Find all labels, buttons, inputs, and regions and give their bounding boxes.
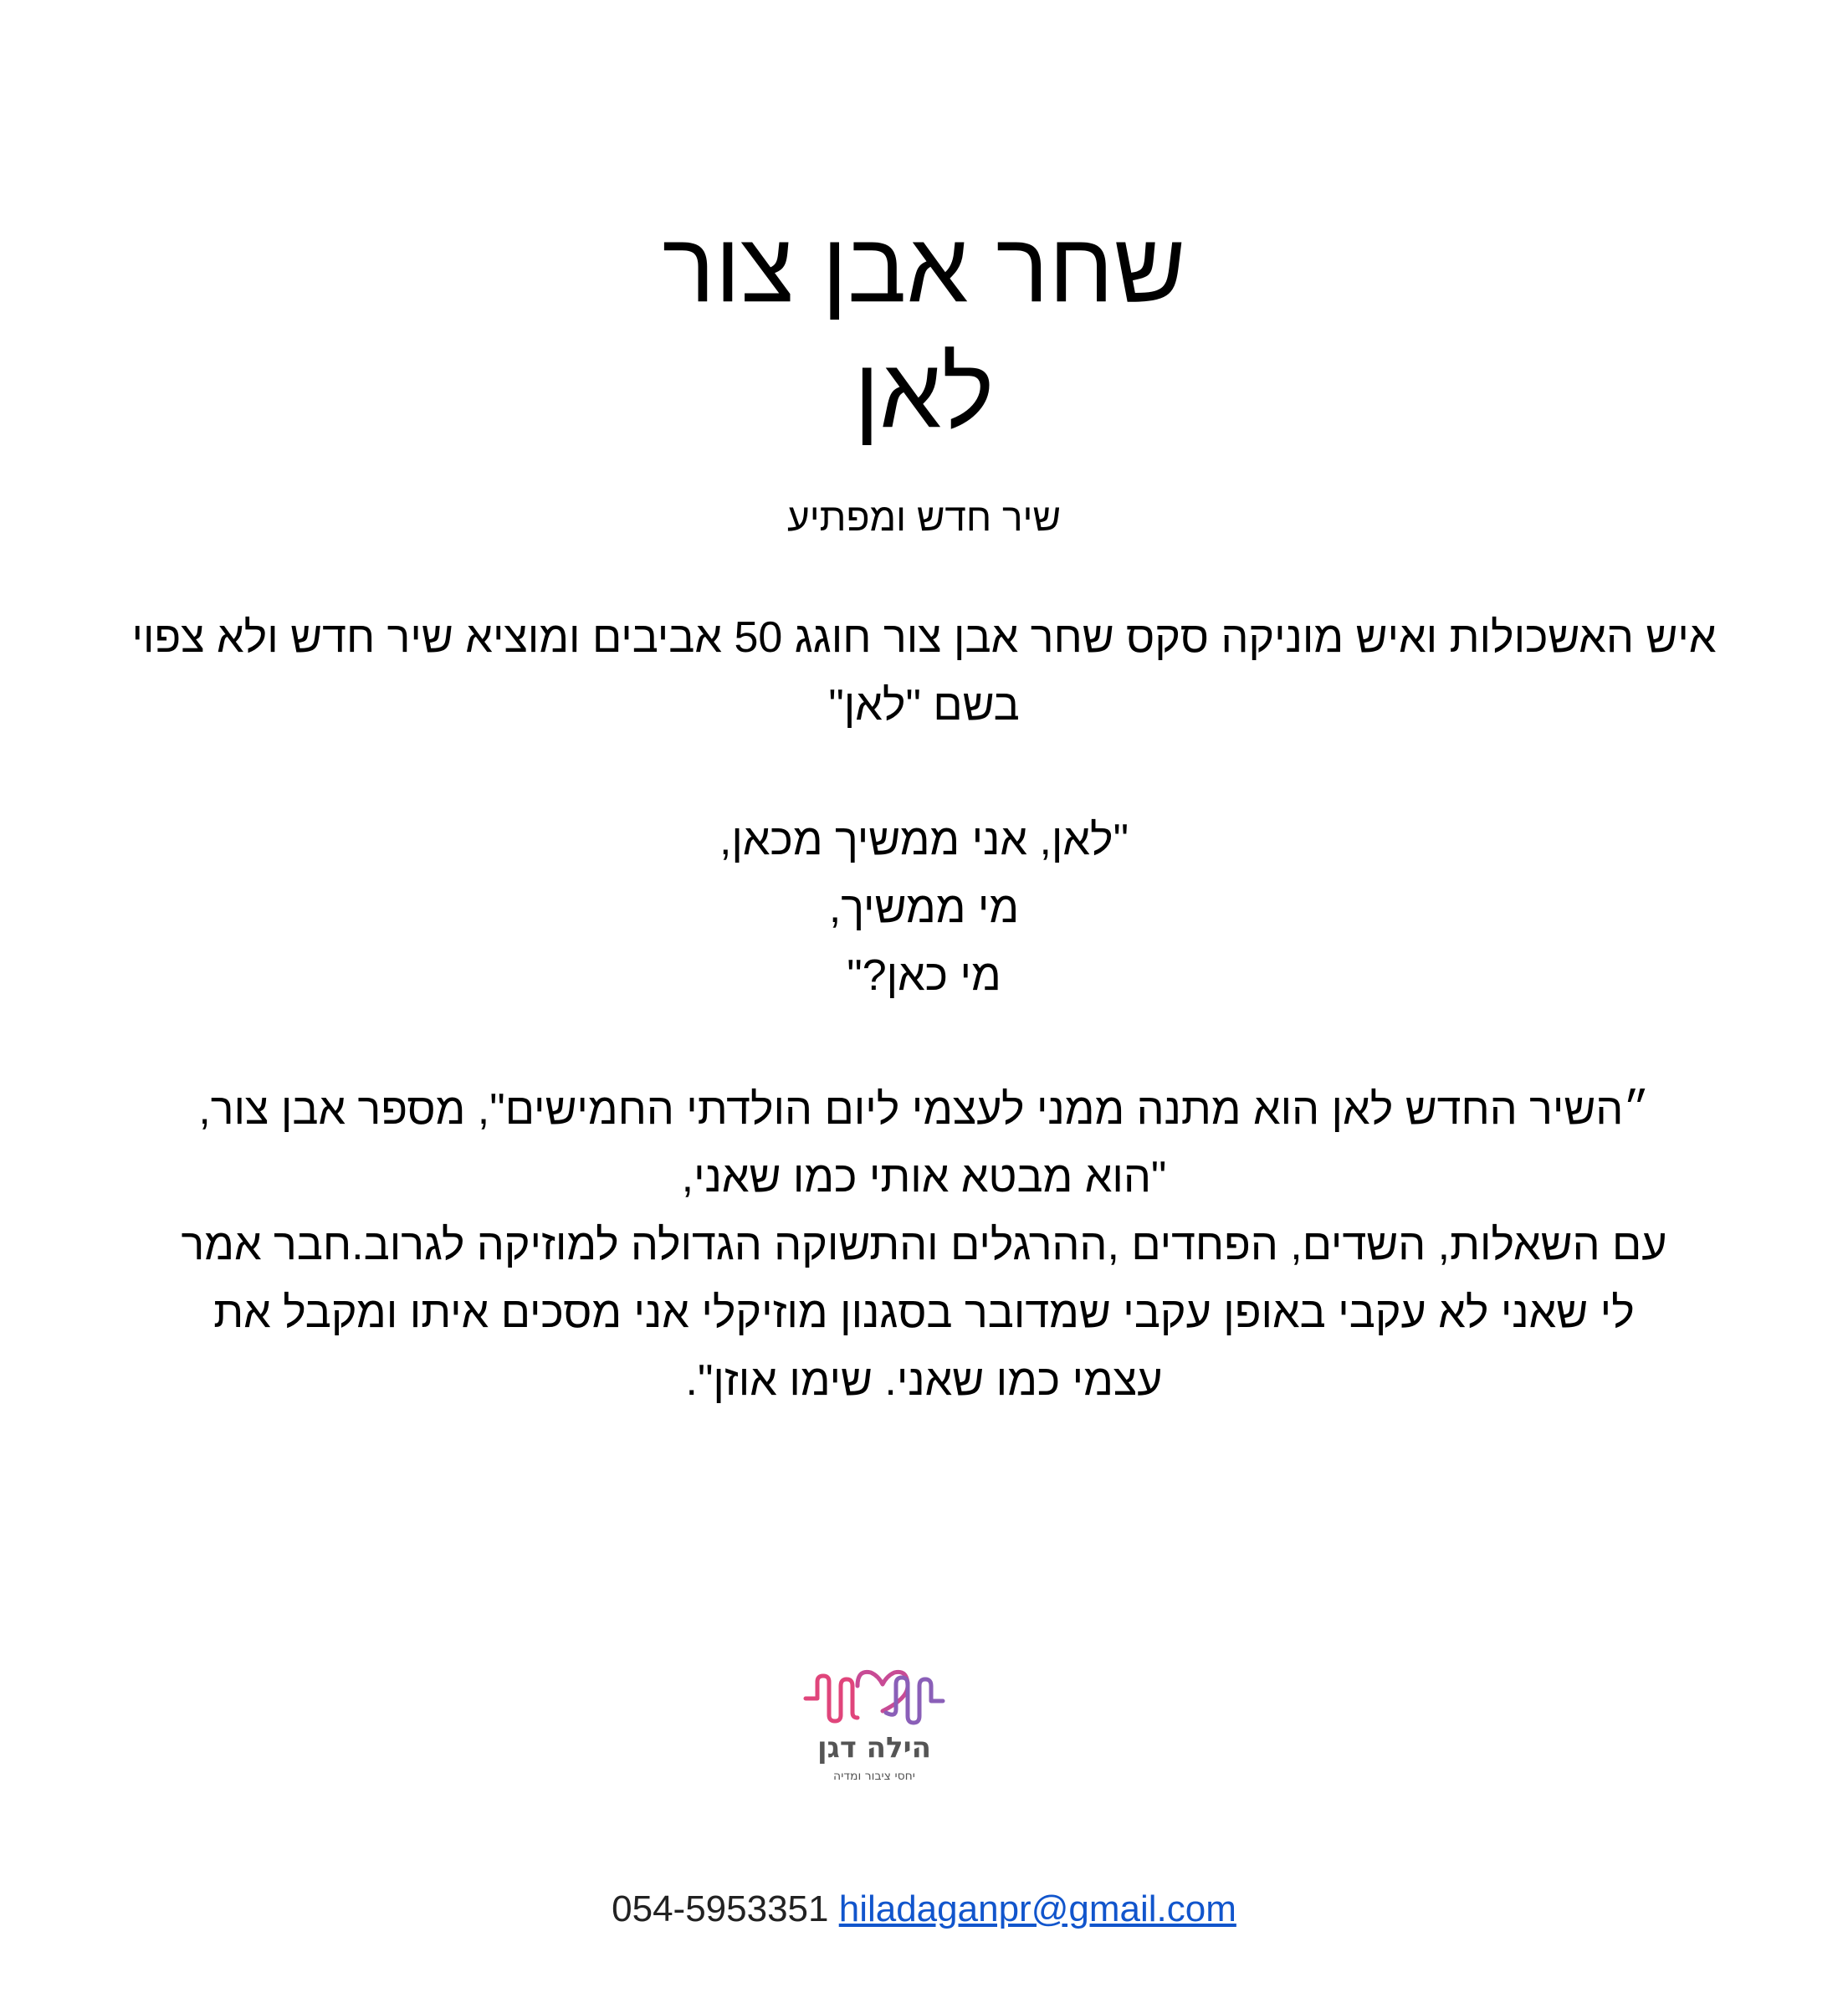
quote-line: ״השיר החדש לאן הוא מתנה ממני לעצמי ליום הולדתי החמישים", מספר אבן צור,: [198, 1085, 1650, 1134]
email-link[interactable]: hiladaganpr@gmail.com: [838, 1888, 1236, 1929]
quote-line: "הוא מבטא אותי כמו שאני,: [681, 1153, 1167, 1201]
lyrics-line: מי כאן?": [847, 951, 1001, 1000]
artist-name: שחר אבן צור: [662, 213, 1186, 323]
company-logo: [799, 1661, 950, 1786]
phone-number: 054-5953351: [612, 1888, 829, 1929]
logo-tagline: יחסי ציבור ומדיה: [833, 1770, 915, 1783]
artist-quote: [0, 1076, 1848, 1415]
intro-line: בשם "לאן": [828, 681, 1020, 730]
song-name: לאן: [853, 338, 995, 448]
logo-name: הילה דגן: [817, 1731, 931, 1765]
quote-line: עם השאלות, השדים, הפחדים ,ההרגלים והתשוקה הגדולה למוזיקה לגרוב.חבר אמר: [181, 1221, 1667, 1269]
quote-line: עצמי כמו שאני. שימו אוזן".: [685, 1356, 1163, 1405]
lyrics-line: מי ממשיך,: [828, 884, 1020, 932]
lyrics-quote: [0, 807, 1848, 1010]
contact-line: [0, 1884, 1848, 1934]
quote-line: לי שאני לא עקבי באופן עקבי שמדובר בסגנון מוזיקלי אני מסכים איתו ומקבל את: [213, 1289, 1635, 1337]
lyrics-line: "לאן, אני ממשיך מכאן,: [719, 816, 1129, 864]
subtitle: שיר חדש ומפתיע: [786, 495, 1062, 539]
soundwave-heart-icon: [806, 1672, 943, 1723]
intro-line: איש האשכולות ואיש מוניקה סקס שחר אבן צור חוגג 50 אביבים ומוציא שיר חדש ולא צפוי: [131, 613, 1717, 662]
intro-paragraph: [0, 604, 1848, 740]
page-title: [0, 205, 1848, 456]
